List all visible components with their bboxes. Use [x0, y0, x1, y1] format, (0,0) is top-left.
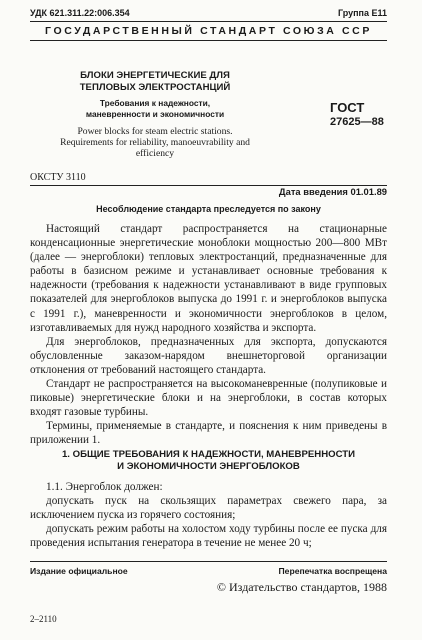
- okstu-code: ОКСТУ 3110: [30, 172, 86, 183]
- standard-name: ГОСУДАРСТВЕННЫЙ СТАНДАРТ СОЮЗА ССР: [45, 25, 372, 37]
- document-subtitle: Требования к надежности, маневренности и экономичности: [85, 98, 225, 119]
- gost-label: ГОСТ: [330, 100, 365, 115]
- body-text: [30, 222, 387, 448]
- reprint-notice: Перепечатка воспрещена: [278, 566, 387, 576]
- item-sliding-start: допускать пуск на скользящих параметрах свежего пара, за исключением пуска из горячего состояния;: [30, 495, 387, 522]
- document-title: БЛОКИ ЭНЕРГЕТИЧЕСКИЕ ДЛЯ ТЕПЛОВЫХ ЭЛЕКТРОСТАНЦИЙ: [79, 70, 231, 93]
- top-rule: [30, 21, 387, 22]
- footer-rule: [30, 561, 387, 562]
- section-heading-line1: 1. ОБЩИЕ ТРЕБОВАНИЯ К НАДЕЖНОСТИ, МАНЕВРЕННОСТИ: [61, 449, 356, 460]
- section-heading-line2: И ЭКОНОМИЧНОСТИ ЭНЕРГОБЛОКОВ: [117, 461, 300, 472]
- introduction-date: Дата введения 01.01.89: [278, 186, 387, 197]
- item-1-1: 1.1. Энергоблок должен:: [46, 481, 163, 493]
- gost-number: 27625—88: [330, 116, 384, 128]
- item-idle-mode: допускать режим работы на холостом ходу турбины после ее пуска для проведения испытания генератора в течение не менее 20 ч;: [30, 523, 387, 550]
- paragraph-scope: Настоящий стандарт распространяется на стационарные конденсационные энергетические моноблоки мощностью 200—800 МВт (далее — энергоблоки) тепловых электростанций, предназначенные для работы в базисном режиме и устанавливает основные требования к надежности (требования к надежности устанавливают в виде групповых показателей для энергоблоков выпуска до 1991 г. и энергоблоков выпуска с 1991 г.), маневренности и экономичности энергоблоков в целом, изготавливаемых для нужд народного хозяйства и экспорта.: [30, 223, 387, 334]
- english-title: Power blocks for steam electric stations. Requirements for reliability, manoeuvrability and efficiency: [60, 126, 250, 160]
- page-code: 2–2110: [30, 614, 57, 624]
- section-body: [30, 480, 387, 550]
- copyright: © Издательство стандартов, 1988: [216, 580, 387, 594]
- legal-notice: Несоблюдение стандарта преследуется по закону: [96, 204, 321, 214]
- paragraph-exclusions: Стандарт не распространяется на высокоманевренные (полупиковые и пиковые) энергетические блоки и на энергоблоки, в состав которых входят газовые турбины.: [30, 378, 387, 419]
- section-heading: [30, 449, 387, 473]
- udk-code: УДК 621.311.22:006.354: [30, 8, 130, 18]
- paragraph-export: Для энергоблоков, предназначенных для экспорта, допускаются обусловленные заказом-нарядом внешнеторговой организации отклонения от требований настоящего стандарта.: [30, 335, 387, 376]
- official-edition: Издание официальное: [30, 566, 128, 576]
- group-code: Группа Е11: [337, 8, 387, 18]
- paragraph-terms: Термины, применяемые в стандарте, и пояснения к ним приведены в приложении 1.: [30, 420, 387, 447]
- header-rule: [30, 40, 387, 41]
